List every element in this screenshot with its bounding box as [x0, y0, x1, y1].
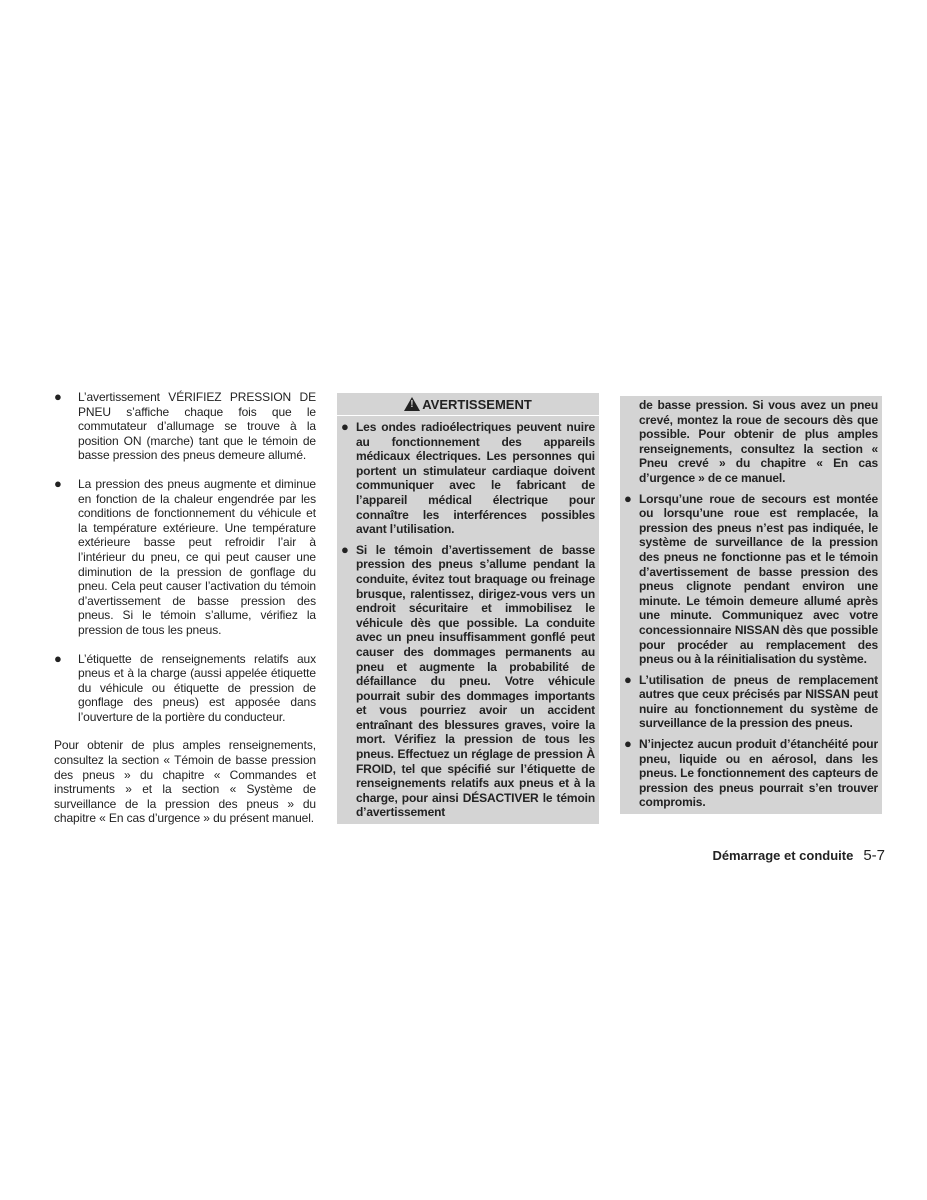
list-item	[54, 652, 316, 725]
bullet-icon: ●	[54, 475, 62, 491]
bullet-icon: ●	[624, 490, 632, 506]
warning-item-text: L’utilisation de pneus de remplacement autres que ceux précisés par NISSAN peut nuire au fonctionnement du système de surveillance de la pression des pneus.	[639, 672, 878, 731]
list-item	[54, 477, 316, 638]
list-item-text: La pression des pneus augmente et diminue en fonction de la chaleur engendrée par les conditions de fonctionnement du véhicule et la température extérieure. Une température extérieure basse peut refroidir l’air à l’intérieur du pneu, ce qui peut causer une diminution de la pression de gonflage du pneu. Cela peut causer l’activation du témoin d’avertissement de basse pression des pneus. Si le témoin s’allume, vérifiez la pression de tous les pneus.	[78, 476, 316, 637]
list-item-text: L’étiquette de renseignements relatifs aux pneus et à la charge (aussi appelée étiquette du véhicule ou étiquette de pression de gonflage des pneus) est apposée dans l’ouverture de la portière du conducteur.	[78, 651, 316, 724]
warning-item-text: Lorsqu’une roue de secours est montée ou lorsqu’une roue est remplacée, la pression des pneus n’est pas indiquée, le système de surveillance de la pression des pneus ne fonctionne pas et le témoin d’avertissement de basse pression des pneus clignote pendant environ une minute. Le témoin demeure allumé après une minute. Communiquez avec votre concessionnaire NISSAN dès que possible pour procéder au remplacement des pneus ou à la réinitialisation du système.	[639, 491, 878, 667]
left-column	[54, 390, 316, 826]
list-item-text: L’avertissement VÉRIFIEZ PRESSION DE PNEU s’affiche chaque fois que le commutateur d’allumage se trouve à la position ON (marche) tant que le témoin de basse pression des pneus demeure allumé.	[78, 390, 316, 463]
warning-title: AVERTISSEMENT	[422, 397, 532, 412]
warning-item	[624, 492, 878, 667]
bullet-icon: ●	[624, 671, 632, 687]
reference-paragraph: Pour obtenir de plus amples renseignements, consultez la section « Témoin de basse pression des pneus » du chapitre « Commandes et instruments » et la section « Système de surveillance de la pression des pneus » du chapitre « En cas d’urgence » du présent manuel.	[54, 738, 316, 826]
warning-triangle-icon: !	[404, 397, 420, 411]
section-title: Démarrage et conduite	[712, 848, 854, 863]
warning-item	[341, 543, 595, 820]
bullet-icon: ●	[624, 736, 632, 752]
warning-continuation	[620, 396, 882, 814]
warning-item	[624, 737, 878, 810]
page-number: 5-7	[863, 847, 885, 864]
warning-box	[337, 393, 599, 824]
bullet-icon: ●	[341, 419, 349, 434]
bullet-icon: ●	[341, 541, 349, 557]
warning-item-text: N’injectez aucun produit d’étanchéité pour pneu, liquide ou en aérosol, dans les pneus. Le fonctionnement des capteurs de pression des pneus pourrait s’en trouver compromis.	[639, 737, 878, 810]
warning-item	[341, 420, 595, 537]
warning-continuation-text: de basse pression. Si vous avez un pneu crevé, montez la roue de secours dès que possible. Pour obtenir de plus amples renseignements, consultez la section « Pneu crevé » du chapitre « En cas d’urgence » de ce manuel.	[639, 398, 878, 485]
warning-item-text: Si le témoin d’avertissement de basse pression des pneus s’allume pendant la conduite, évitez tout braquage ou freinage brusque, ralentissez, dirigez-vous vers un endroit sécuritaire et immobilisez le véhicule dès que possible. La conduite avec un pneu insuffisamment gonflé peut causer des dommages permanents au pneu et augmente la probabilité de défaillance du pneu. Votre véhicule pourrait subir des dommages importants et vous pourriez avoir un accident entraînant des blessures graves, voire la mort. Vérifiez la pression de tous les pneus. Effectuez un réglage de pression À FROID, tel que spécifié sur l’étiquette de renseignements relatifs aux pneus et à la charge, pour ainsi DÉSACTIVER le témoin d’avertissement	[356, 542, 595, 820]
warning-item	[624, 673, 878, 731]
bullet-icon: ●	[54, 650, 62, 666]
warning-header	[337, 395, 599, 416]
page-footer	[712, 847, 885, 864]
warning-panel-continued	[620, 396, 882, 814]
warning-panel	[337, 393, 599, 824]
bullet-icon: ●	[54, 389, 62, 404]
warning-item-text: Les ondes radioélectriques peuvent nuire au fonctionnement des appareils médicaux électriques. Les personnes qui portent un stimulateur cardiaque doivent communiquer avec le fabricant de l’appareil médical électrique pour connaître les interférences possibles avant l’utilisation.	[356, 420, 595, 537]
list-item	[54, 390, 316, 463]
